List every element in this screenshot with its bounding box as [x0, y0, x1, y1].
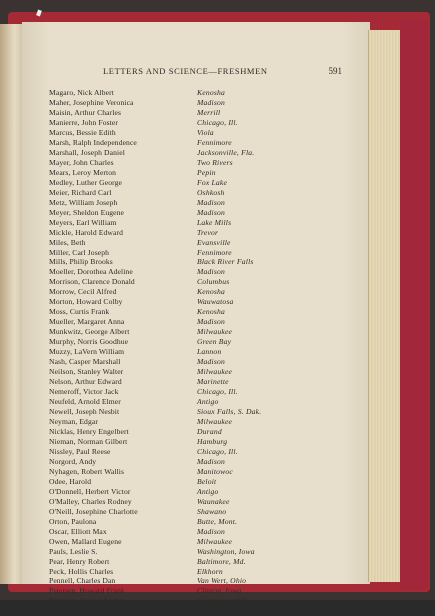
list-item [49, 307, 349, 317]
hometown: Madison [197, 526, 225, 536]
student-name: Meyer, Sheldon Eugene [49, 207, 124, 217]
hometown: Washington, Iowa [197, 546, 255, 556]
list-item [49, 148, 349, 158]
list-item [49, 128, 349, 138]
hometown: Two Rivers [197, 157, 233, 167]
hometown: Commonwealth [197, 596, 248, 606]
hometown: Oshkosh [197, 187, 225, 197]
hometown: Milwaukee [197, 367, 233, 377]
hometown: Milwaukee [197, 416, 233, 426]
student-name: Odee, Harold [49, 476, 92, 486]
student-name: O'Donnell, Herbert Victor [49, 486, 131, 496]
hometown: Madison [197, 357, 225, 367]
student-name: Murphy, Norris Goodhue [49, 337, 129, 347]
page-number: 591 [328, 66, 342, 76]
hometown: Kenosha [197, 307, 225, 317]
student-name: Mickle, Harold Edward [49, 227, 124, 237]
student-name: Nicklas, Henry Engelbert [49, 426, 129, 436]
list-item [49, 168, 349, 178]
list-item [49, 527, 349, 537]
student-name: Norgord, Andy [49, 456, 97, 466]
student-name: Marsh, Ralph Independence [49, 137, 137, 147]
list-item [49, 507, 349, 517]
hometown: Antigo [197, 486, 219, 496]
hometown: Wauwatosa [197, 297, 234, 307]
student-name: Mueller, Margaret Anna [49, 317, 125, 327]
list-item [49, 138, 349, 148]
student-name: Munkwitz, George Albert [49, 327, 130, 337]
hometown: Viola [197, 127, 214, 137]
list-item [49, 118, 349, 128]
list-item [49, 457, 349, 467]
student-name: Neyman, Edgar [49, 416, 98, 426]
hometown: Trevor [197, 227, 219, 237]
hometown: Madison [197, 317, 225, 327]
list-item [49, 277, 349, 287]
student-name: Marshall, Joseph Daniel [49, 147, 125, 157]
hometown: Kenosha [197, 88, 225, 97]
list-item [49, 108, 349, 118]
hometown: Madison [197, 456, 225, 466]
student-name: Neufeld, Arnold Elmer [49, 397, 121, 407]
list-item [49, 417, 349, 427]
hometown: Milwaukee [197, 327, 233, 337]
student-name: Nyhagen, Robert Wallis [49, 466, 125, 476]
list-item [49, 238, 349, 248]
hometown: Baltimore, Md. [197, 556, 246, 566]
hometown: Marinette [197, 377, 229, 387]
cover-edge [400, 20, 428, 590]
list-item [49, 287, 349, 297]
student-name: Meier, Richard Carl [49, 187, 112, 197]
student-name: Nemeroff, Victor Jack [49, 387, 119, 397]
list-item [49, 467, 349, 477]
hometown: Hamburg [197, 436, 228, 446]
list-item [49, 357, 349, 367]
hometown: Lannon [197, 347, 222, 357]
student-name: Maher, Josephine Veronica [49, 97, 134, 107]
hometown: Butte, Mont. [197, 516, 238, 526]
list-item [49, 447, 349, 457]
student-name: Nelson, Arthur Edward [49, 377, 122, 387]
list-item [49, 98, 349, 108]
student-name: Peterson, Robert Lawrence [49, 606, 134, 616]
list-item [49, 88, 349, 98]
student-name: Pear, Henry Robert [49, 556, 110, 566]
hometown: Chicago, Ill. [197, 117, 238, 127]
list-item [49, 497, 349, 507]
student-name: Meyers, Earl William [49, 217, 117, 227]
list-item [49, 297, 349, 307]
hometown: Shawano [197, 506, 227, 516]
student-name: Morrow, Cecil Alfred [49, 287, 117, 297]
section-title: LETTERS AND SCIENCE—FRESHMEN [103, 66, 268, 76]
list-item [49, 487, 349, 497]
list-item [49, 576, 349, 586]
hometown: Antigo [197, 397, 219, 407]
list-item [49, 407, 349, 417]
list-item [49, 218, 349, 228]
list-item [49, 367, 349, 377]
list-item [49, 547, 349, 557]
student-name: Nash, Casper Marshall [49, 357, 121, 367]
running-header [22, 66, 370, 80]
hometown: Kenosha [197, 287, 225, 297]
student-name: Owen, Mallard Eugene [49, 536, 122, 546]
list-item [49, 477, 349, 487]
student-list [49, 88, 349, 616]
hometown: Elkhorn [197, 566, 223, 576]
list-item [49, 317, 349, 327]
hometown: Madison [197, 207, 225, 217]
list-item [49, 188, 349, 198]
student-name: Peterson, Robert Andrew [49, 596, 128, 606]
hometown: Chicago, Ill. [197, 446, 238, 456]
hometown: Columbus [197, 277, 230, 287]
student-name: Newell, Joseph Nesbit [49, 407, 120, 416]
student-name: Pauls, Leslie S. [49, 546, 98, 556]
hometown: Waupaca [197, 606, 227, 616]
hometown: Madison [197, 197, 225, 207]
student-name: Mayer, John Charles [49, 157, 114, 167]
student-name: O'Malley, Charles Rodney [49, 496, 132, 506]
student-name: Marcus, Bessie Edith [49, 127, 116, 137]
student-name: Medley, Luther George [49, 177, 122, 187]
list-item [49, 257, 349, 267]
list-item [49, 586, 349, 596]
list-item [49, 337, 349, 347]
student-name: Mears, Leroy Merton [49, 167, 117, 177]
student-name: Muzzy, LaVern William [49, 347, 125, 357]
list-item [49, 198, 349, 208]
hometown: Van Wert, Ohio [197, 576, 247, 586]
student-name: Manierre, John Foster [49, 117, 118, 127]
student-name: Petersen, Howard Frank [49, 586, 125, 596]
hometown: Clinton, Iowa [197, 586, 242, 596]
hometown: Sioux Falls, S. Dak. [197, 407, 262, 416]
hometown: Black River Falls [197, 257, 254, 267]
student-name: Morrison, Clarence Donald [49, 277, 135, 287]
student-name: Morton, Howard Colby [49, 297, 123, 307]
list-item [49, 387, 349, 397]
hometown: Green Bay [197, 337, 232, 347]
list-item [49, 178, 349, 188]
list-item [49, 327, 349, 337]
student-name: Nissley, Paul Reese [49, 446, 111, 456]
hometown: Madison [197, 267, 225, 277]
hometown: Jacksonville, Fla. [197, 147, 255, 157]
list-item [49, 567, 349, 577]
student-name: Moss, Curtis Frank [49, 307, 110, 317]
list-item [49, 158, 349, 168]
list-item [49, 228, 349, 238]
student-name: Metz, William Joseph [49, 197, 118, 207]
list-item [49, 267, 349, 277]
hometown: Manitowoc [197, 466, 233, 476]
student-name: Nieman, Norman Gilbert [49, 436, 128, 446]
student-name: Miller, Carl Joseph [49, 247, 110, 257]
page-block-edges [368, 30, 403, 582]
hometown: Pepin [197, 167, 216, 177]
list-item [49, 427, 349, 437]
list-item [49, 596, 349, 606]
hometown: Beloit [197, 476, 217, 486]
student-name: O'Neill, Josephine Charlotte [49, 506, 138, 516]
hometown: Milwaukee [197, 536, 233, 546]
student-name: Pennell, Charles Dan [49, 576, 116, 586]
student-name: Oscar, Elliott Max [49, 526, 107, 536]
list-item [49, 557, 349, 567]
student-name: Maisin, Arthur Charles [49, 107, 122, 117]
hometown: Lake Mills [197, 217, 232, 227]
list-item [49, 377, 349, 387]
hometown: Fennimore [197, 137, 232, 147]
hometown: Evansville [197, 237, 231, 247]
hometown: Durand [197, 426, 222, 436]
hometown: Madison [197, 97, 225, 107]
student-name: Miles, Beth [49, 237, 86, 247]
student-name: Orton, Paulona [49, 516, 97, 526]
list-item [49, 248, 349, 258]
student-name: Mills, Philip Brooks [49, 257, 113, 267]
hometown: Chicago, Ill. [197, 387, 238, 397]
student-name: Peck, Hollis Charles [49, 566, 114, 576]
hometown: Fennimore [197, 247, 232, 257]
list-item [49, 606, 349, 616]
list-item [49, 437, 349, 447]
hometown: Fox Lake [197, 177, 228, 187]
list-item [49, 208, 349, 218]
student-name: Neilson, Stanley Walter [49, 367, 124, 377]
list-item [49, 537, 349, 547]
hometown: Merrill [197, 107, 221, 117]
student-name: Moeller, Dorothea Adeline [49, 267, 133, 277]
list-item [49, 347, 349, 357]
list-item [49, 517, 349, 527]
list-item [49, 397, 349, 407]
hometown: Waunakee [197, 496, 230, 506]
student-name: Magaro, Nick Albert [49, 88, 114, 97]
